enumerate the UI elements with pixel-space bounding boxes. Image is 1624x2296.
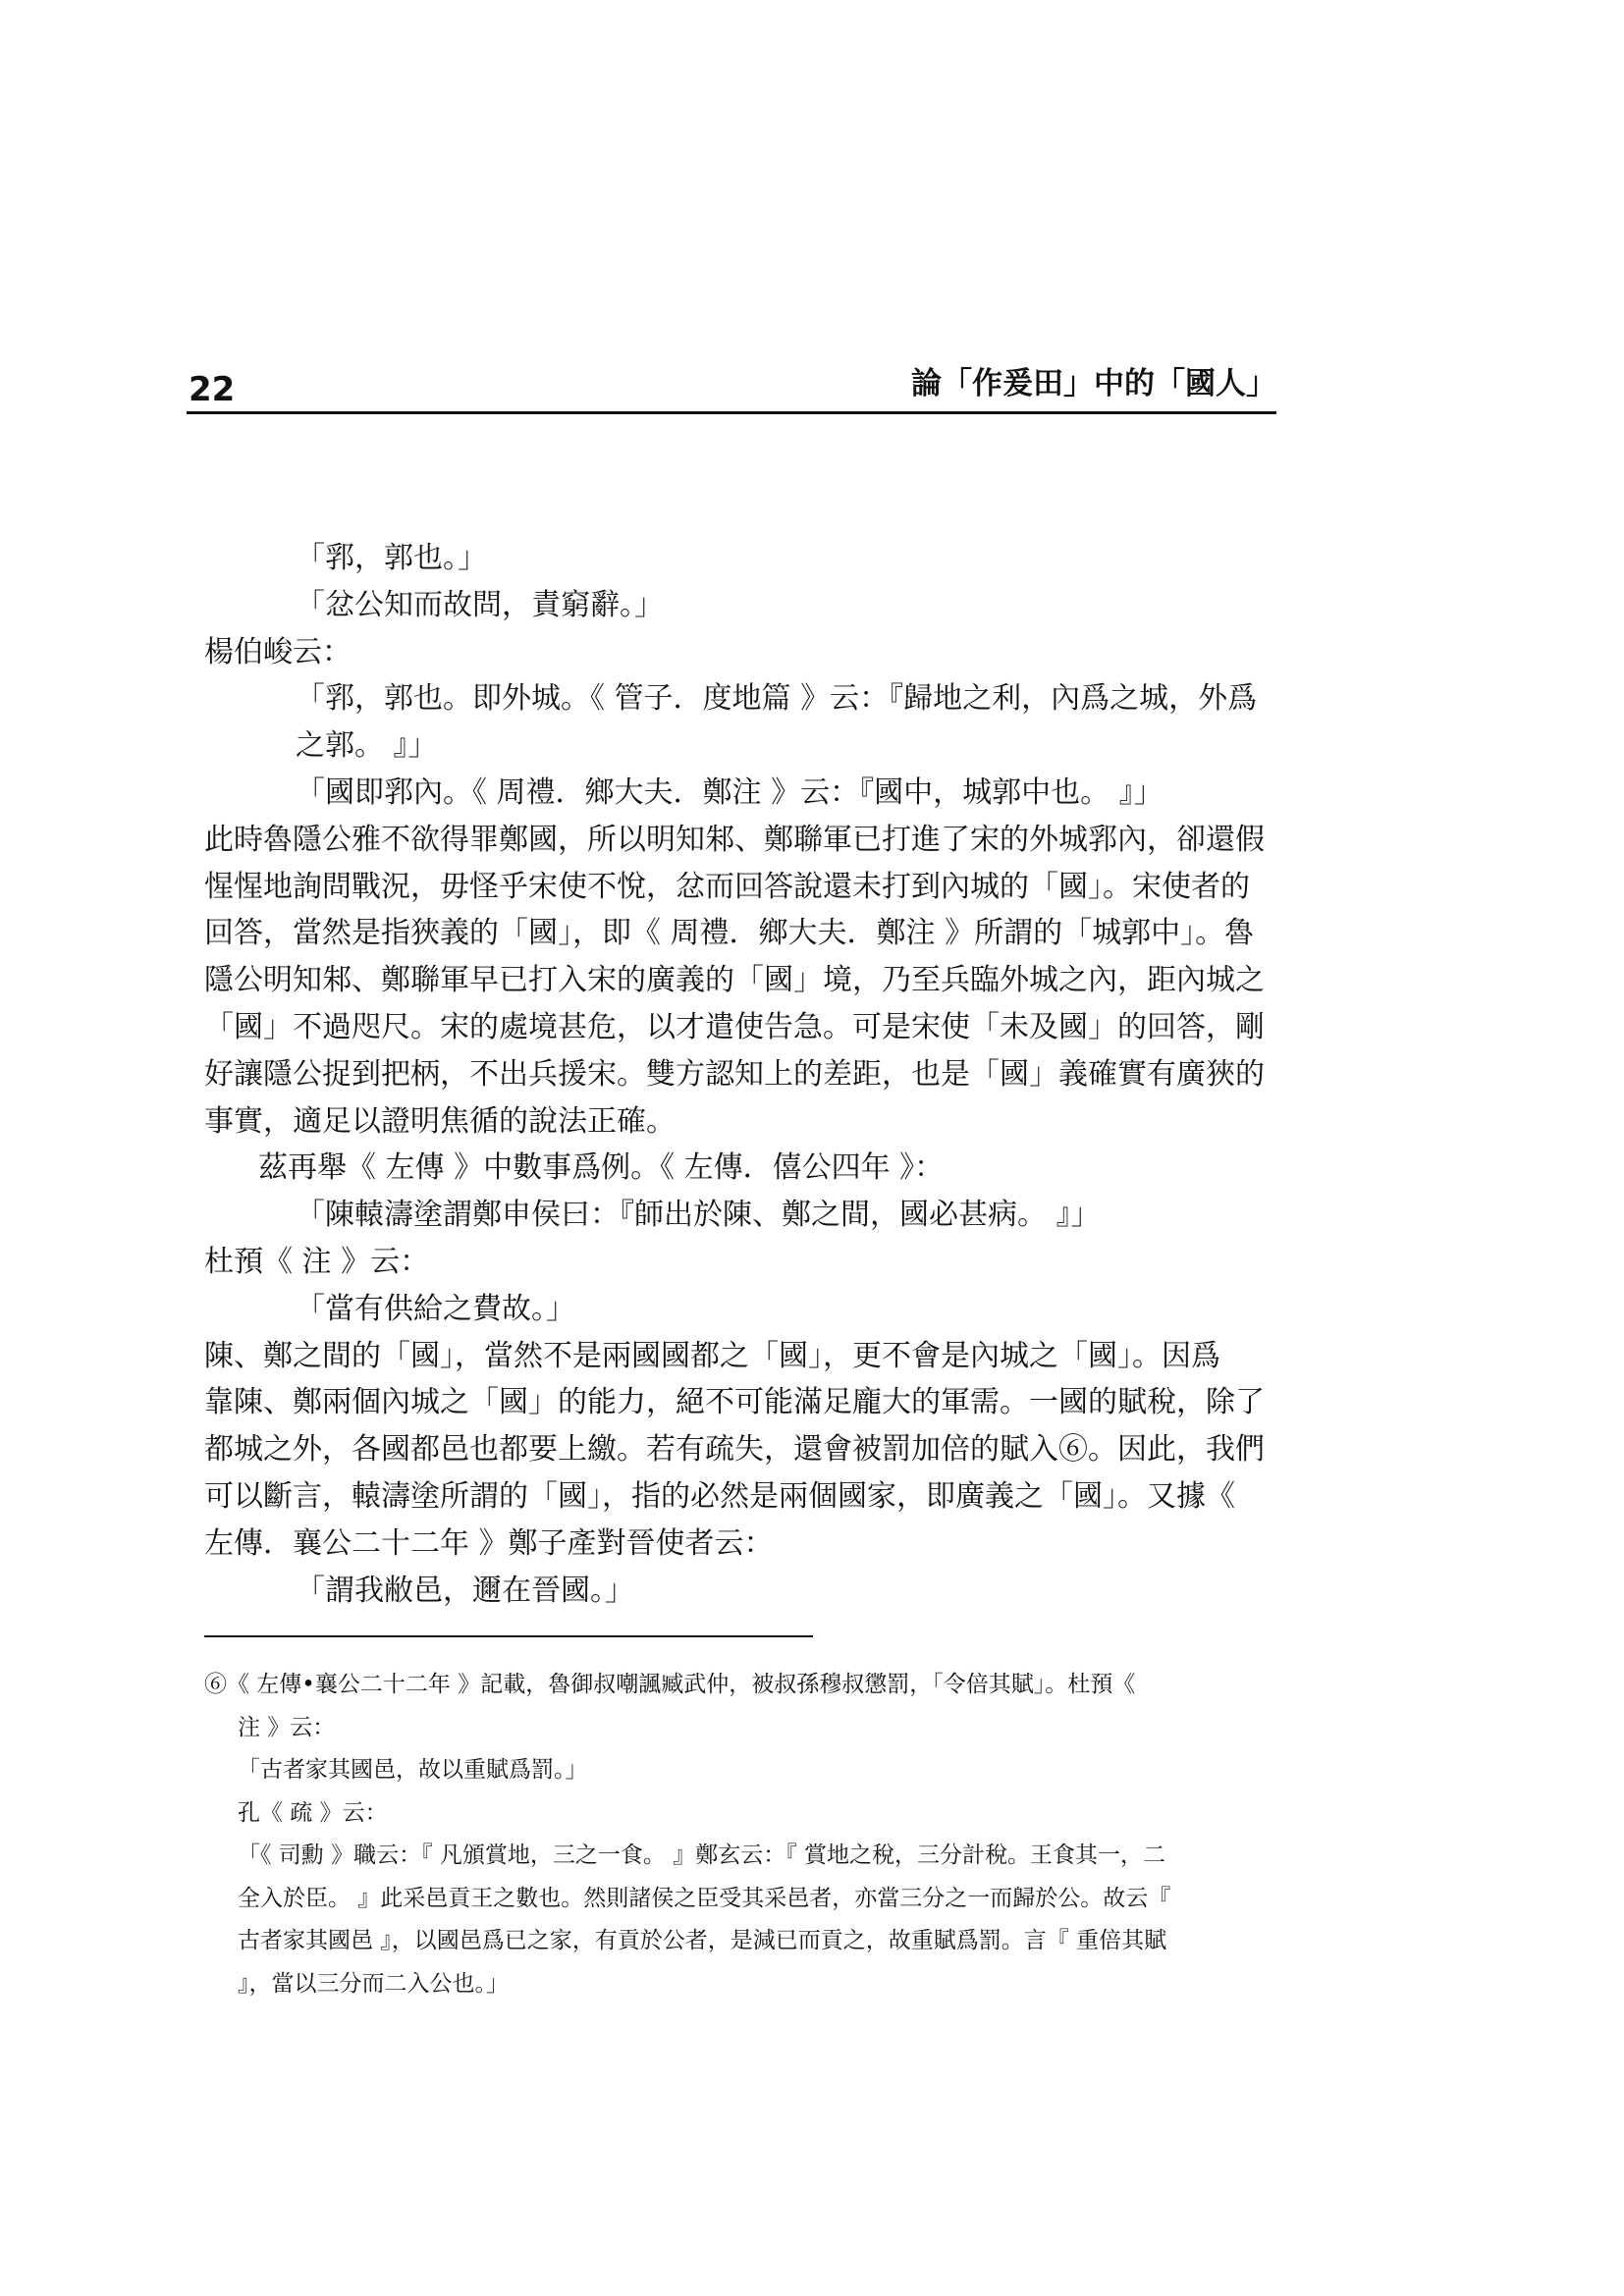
- footnote-line: 孔《 疏 》云：: [238, 1799, 388, 1826]
- quote-line: 「國即郛內。《 周禮．鄉大夫．鄭注 》云：『國中，城郭中也。 』」: [296, 774, 1164, 810]
- quote-line: 「當有供給之費故。」: [296, 1291, 575, 1326]
- text-line: 杜預《 注 》云：: [204, 1244, 430, 1279]
- text-line: 楊伯峻云：: [204, 634, 352, 669]
- text-line: 此時魯隱公雅不欲得罪鄭國，所以明知邾、鄭聯軍已打進了宋的外城郛內，卻還假: [204, 822, 1265, 857]
- quote-line: 「郛，郭也。」: [296, 541, 487, 575]
- main-text: [204, 535, 1274, 1614]
- footnote-line: 「古者家其國邑，故以重賦爲罰。」: [238, 1757, 588, 1783]
- quote-line: 之郭。 』」: [296, 728, 438, 764]
- text-line: 都城之外，各國都邑也都要上繳。若有疏失，還會被罰加倍的賦入⑥。因此，我們: [204, 1432, 1265, 1468]
- text-line: 回答，當然是指狹義的「國」，即《 周禮．鄉大夫．鄭注 》所謂的「城郭中」。魯: [204, 916, 1255, 951]
- footnote-rule: [204, 1635, 813, 1637]
- text-line: 左傳．襄公二十二年 》鄭子產對晉使者云：: [204, 1525, 774, 1561]
- footnote-line: 古者家其國邑 』，以國邑爲已之家，有貢於公者，是減已而貢之，故重賦爲罰。言『 重倍其賦: [238, 1928, 1167, 1953]
- footnote-line: 』，當以三分而二入公也。」: [238, 1970, 509, 1997]
- text-line: 好讓隱公捉到把柄，不出兵援宋。雙方認知上的差距，也是「國」義確實有廣狹的: [204, 1056, 1265, 1092]
- text-line: 茲再舉《 左傳 》中數事爲例。《 左傳．僖公四年 》：: [258, 1150, 945, 1186]
- quote-line: 「忿公知而故問，責窮辭。」: [296, 587, 664, 622]
- footnote-line: ⑥《 左傳•襄公二十二年 》記載，魯御叔嘲諷臧武仲，被叔孫穆叔懲罰，「令倍其賦」。杜預《: [204, 1672, 1136, 1697]
- footnotes: [204, 1664, 1294, 2005]
- text-line: 隱公明知邾、鄭聯軍早已打入宋的廣義的「國」境，乃至兵臨外城之內，距內城之: [204, 963, 1265, 998]
- running-title: 論「作爰田」中的「國人」: [911, 366, 1276, 401]
- text-line: 靠陳、鄭兩個內城之「國」的能力，絕不可能滿足龐大的軍需。一國的賦稅，除了: [204, 1385, 1265, 1420]
- header-rule: [187, 411, 1276, 414]
- footnote-line: 全入於臣。 』此采邑貢王之數也。然則諸侯之臣受其采邑者，亦當三分之一而歸於公。故云『: [238, 1885, 1171, 1911]
- quote-line: 「謂我敝邑，邇在晉國。」: [296, 1573, 634, 1608]
- footnote-line: 「《 司勳 》職云：『 凡頒賞地，三之一食。 』鄭玄云：『 賞地之稅，三分計稅。王食其一，二: [238, 1842, 1166, 1868]
- text-line: 可以斷言，轅濤塗所謂的「國」，指的必然是兩個國家，即廣義之「國」。又據《: [204, 1478, 1235, 1514]
- page-header: [187, 358, 1276, 417]
- text-line: 事實，適足以證明焦循的說法正確。: [204, 1103, 676, 1139]
- quote-line: 「陳轅濤塗謂鄭申侯曰：『師出於陳、鄭之間，國必甚病。 』」: [296, 1198, 1101, 1233]
- text-line: 惺惺地詢問戰況，毋怪乎宋使不悅，忿而回答說還未打到內城的「國」。宋使者的: [204, 869, 1250, 904]
- page-number: 22: [189, 370, 236, 409]
- footnote-line: 注 》云：: [238, 1714, 336, 1740]
- text-line: 陳、鄭之間的「國」，當然不是兩國國都之「國」，更不會是內城之「國」。因爲: [204, 1338, 1220, 1373]
- quote-line: 「郛，郭也。即外城。《 管子．度地篇 》云：『歸地之利，內爲之城，外爲: [296, 681, 1258, 717]
- text-line: 「國」不過咫尺。宋的處境甚危，以才遣使告急。可是宋使「未及國」的回答，剛: [204, 1009, 1265, 1044]
